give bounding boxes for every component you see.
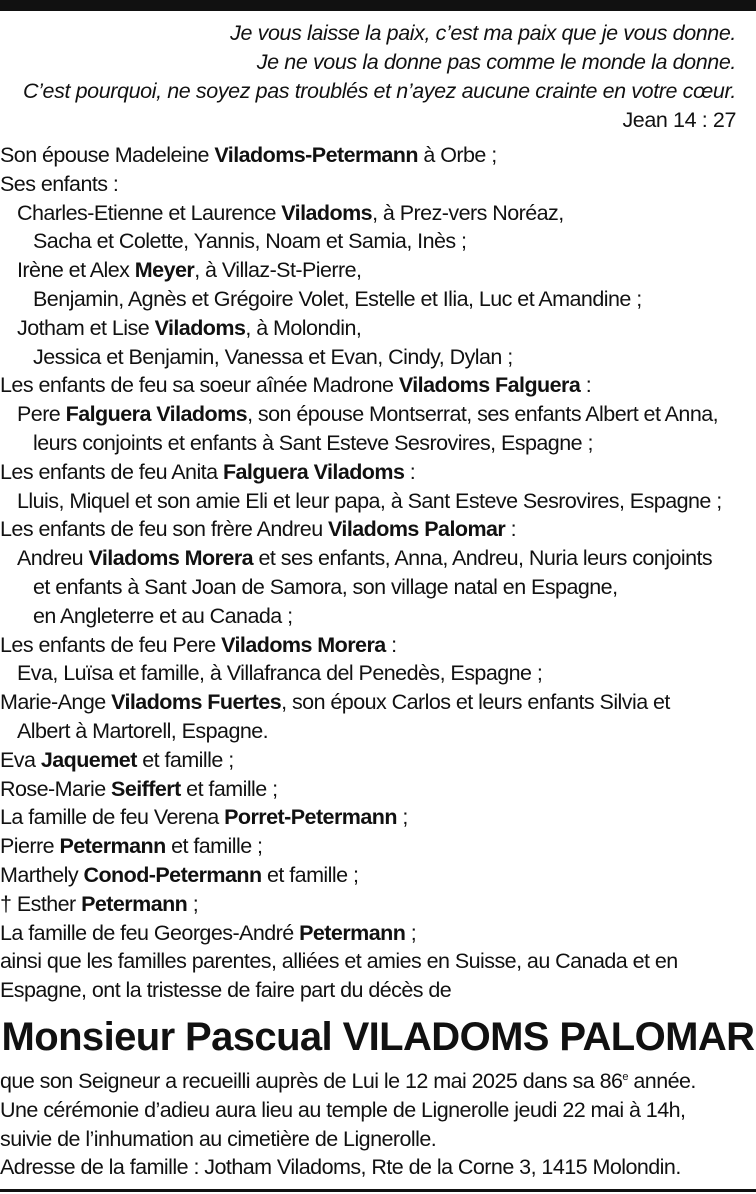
- family-line: [0, 429, 756, 458]
- family-line: [0, 343, 756, 372]
- family-text: et famille ;: [180, 776, 278, 801]
- family-text: :: [385, 632, 397, 657]
- family-text: Eva, Luïsa et famille, à Villafranca del Penedès, Espagne ;: [17, 661, 543, 686]
- family-text: en Angleterre et au Canada ;: [33, 603, 293, 628]
- family-surname: Viladoms: [281, 200, 373, 225]
- family-surname: Petermann: [299, 920, 406, 945]
- family-line: [0, 227, 756, 256]
- family-text: La famille de feu Verena: [0, 805, 225, 830]
- family-surname: Falguera Viladoms: [222, 459, 405, 484]
- top-border: [0, 0, 756, 11]
- family-text: Espagne, ont la tristesse de faire part du décès de: [0, 978, 452, 1003]
- family-line: [0, 458, 756, 487]
- family-text: Irène et Alex: [17, 258, 135, 283]
- family-text: Jotham et Lise: [17, 315, 155, 340]
- family-text: Les enfants de feu son frère Andreu: [0, 517, 329, 542]
- family-line: [0, 803, 756, 832]
- family-line: [0, 141, 756, 170]
- quote-line: Je vous laisse la paix, c’est ma paix que je vous donne.: [230, 21, 736, 45]
- family-text: Pierre: [0, 834, 60, 859]
- family-text: et famille ;: [136, 747, 234, 772]
- family-text: , à Prez-vers Noréaz,: [372, 200, 564, 225]
- family-line: [0, 400, 756, 429]
- closing-line-text: que son Seigneur a recueilli auprès de Lui le 12 mai 2025 dans sa 86: [0, 1069, 623, 1093]
- family-text: :: [505, 517, 517, 542]
- family-surname: Viladoms Palomar: [328, 517, 506, 542]
- family-line: [0, 947, 756, 976]
- family-line: [0, 170, 756, 199]
- family-text: leurs conjoints et enfants à Sant Esteve Sesrovires, Espagne ;: [33, 430, 593, 455]
- family-text: Sacha et Colette, Yannis, Noam et Samia, Inès ;: [33, 229, 467, 254]
- burial-line: suivie de l’inhumation au cimetière de Lignerolle.: [0, 1126, 437, 1151]
- quote-line: C’est pourquoi, ne soyez pas troublés et n’ayez aucune crainte en votre cœur.: [23, 79, 736, 103]
- family-text: à Orbe ;: [417, 143, 497, 167]
- family-line: [0, 717, 756, 746]
- family-text: Albert à Martorell, Espagne.: [17, 718, 269, 743]
- family-text: et ses enfants, Anna, Andreu, Nuria leurs conjoints: [253, 546, 713, 571]
- family-text: et enfants à Sant Joan de Samora, son village natal en Espagne,: [33, 574, 618, 599]
- family-text: :: [404, 459, 416, 484]
- family-line: [0, 976, 756, 1005]
- closing-line-text: année.: [627, 1069, 696, 1093]
- family-line: [0, 688, 756, 717]
- family-text: et famille ;: [165, 834, 263, 859]
- family-text: Ses enfants :: [0, 171, 119, 196]
- family-line: [0, 314, 756, 343]
- family-text: † Esther: [0, 891, 82, 916]
- ceremony-line: Une cérémonie d’adieu aura lieu au temple de Lignerolle jeudi 22 mai à 14h,: [0, 1097, 686, 1122]
- family-surname: Viladoms Morera: [88, 546, 254, 571]
- closing-line: [0, 1067, 756, 1096]
- family-surname: Seiffert: [111, 776, 181, 801]
- family-text: ;: [396, 805, 408, 830]
- family-text: La famille de feu Georges-André: [0, 920, 300, 945]
- family-address: Adresse de la famille : Jotham Viladoms, Rte de la Corne 3, 1415 Molondin.: [0, 1155, 681, 1180]
- family-text: Les enfants de feu sa soeur aînée Madrone: [0, 373, 399, 398]
- quote-line: Je ne vous la donne pas comme le monde la donne.: [256, 50, 736, 74]
- family-text: , à Villaz-St-Pierre,: [194, 258, 362, 283]
- family-text: Benjamin, Agnès et Grégoire Volet, Estelle et Ilia, Luc et Amandine ;: [33, 286, 642, 311]
- closing-text: [0, 1067, 756, 1182]
- family-text: ;: [405, 920, 417, 945]
- family-surname: Viladoms Falguera: [398, 373, 581, 398]
- family-surname: Petermann: [81, 891, 188, 916]
- family-surname: Porret-Petermann: [224, 805, 397, 830]
- family-text: ;: [187, 891, 199, 916]
- family-text: , son épouse Montserrat, ses enfants Albert et Anna,: [247, 402, 719, 427]
- family-line: [0, 890, 756, 919]
- family-text: Andreu: [17, 546, 89, 571]
- family-surname: Falguera Viladoms: [65, 402, 248, 427]
- bible-quote: [0, 19, 736, 135]
- family-line: [0, 631, 756, 660]
- family-line: [0, 256, 756, 285]
- family-surname: Jaquemet: [40, 747, 137, 772]
- family-text: Pere: [17, 402, 66, 427]
- family-surname: Petermann: [59, 834, 166, 859]
- family-text: Les enfants de feu Pere: [0, 632, 222, 657]
- deceased-name: Monsieur Pascual VILADOMS PALOMAR: [1, 1015, 755, 1059]
- family-line: [0, 659, 756, 688]
- family-surname: Viladoms-Petermann: [214, 143, 418, 167]
- family-text: , son époux Carlos et leurs enfants Silvia et: [281, 690, 670, 715]
- family-line: [0, 515, 756, 544]
- family-text: et famille ;: [261, 862, 359, 887]
- family-line: [0, 544, 756, 573]
- family-line: [0, 746, 756, 775]
- family-text: :: [580, 373, 592, 398]
- family-text: Eva: [0, 747, 41, 772]
- family-line: [0, 487, 756, 516]
- family-text: Son épouse Madeleine: [0, 143, 215, 167]
- family-text: Lluis, Miquel et son amie Eli et leur papa, à Sant Esteve Sesrovires, Espagne ;: [17, 488, 722, 513]
- family-text: Marthely: [0, 862, 84, 887]
- family-line: [0, 199, 756, 228]
- family-text: Jessica et Benjamin, Vanessa et Evan, Cindy, Dylan ;: [33, 344, 513, 369]
- family-surname: Conod-Petermann: [83, 862, 262, 887]
- family-text: Les enfants de feu Anita: [0, 459, 223, 484]
- family-surname: Viladoms Morera: [221, 632, 386, 657]
- family-surname: Meyer: [134, 258, 195, 283]
- bottom-border: [0, 1189, 756, 1192]
- family-text: Marie-Ange: [0, 690, 112, 715]
- family-line: [0, 919, 756, 948]
- family-list: [0, 141, 756, 1005]
- family-text: , à Molondin,: [245, 315, 362, 340]
- family-line: [0, 285, 756, 314]
- family-line: [0, 861, 756, 890]
- family-line: [0, 775, 756, 804]
- family-text: Charles-Etienne et Laurence: [17, 200, 282, 225]
- family-surname: Viladoms Fuertes: [111, 690, 282, 715]
- quote-reference: Jean 14 : 27: [622, 108, 736, 132]
- family-line: [0, 371, 756, 400]
- family-line: [0, 573, 756, 602]
- family-line: [0, 832, 756, 861]
- family-line: [0, 602, 756, 631]
- ordinal-suffix: e: [622, 1070, 628, 1083]
- family-text: ainsi que les familles parentes, alliées et amies en Suisse, au Canada et en: [0, 949, 678, 974]
- family-text: Rose-Marie: [0, 776, 112, 801]
- family-surname: Viladoms: [154, 315, 246, 340]
